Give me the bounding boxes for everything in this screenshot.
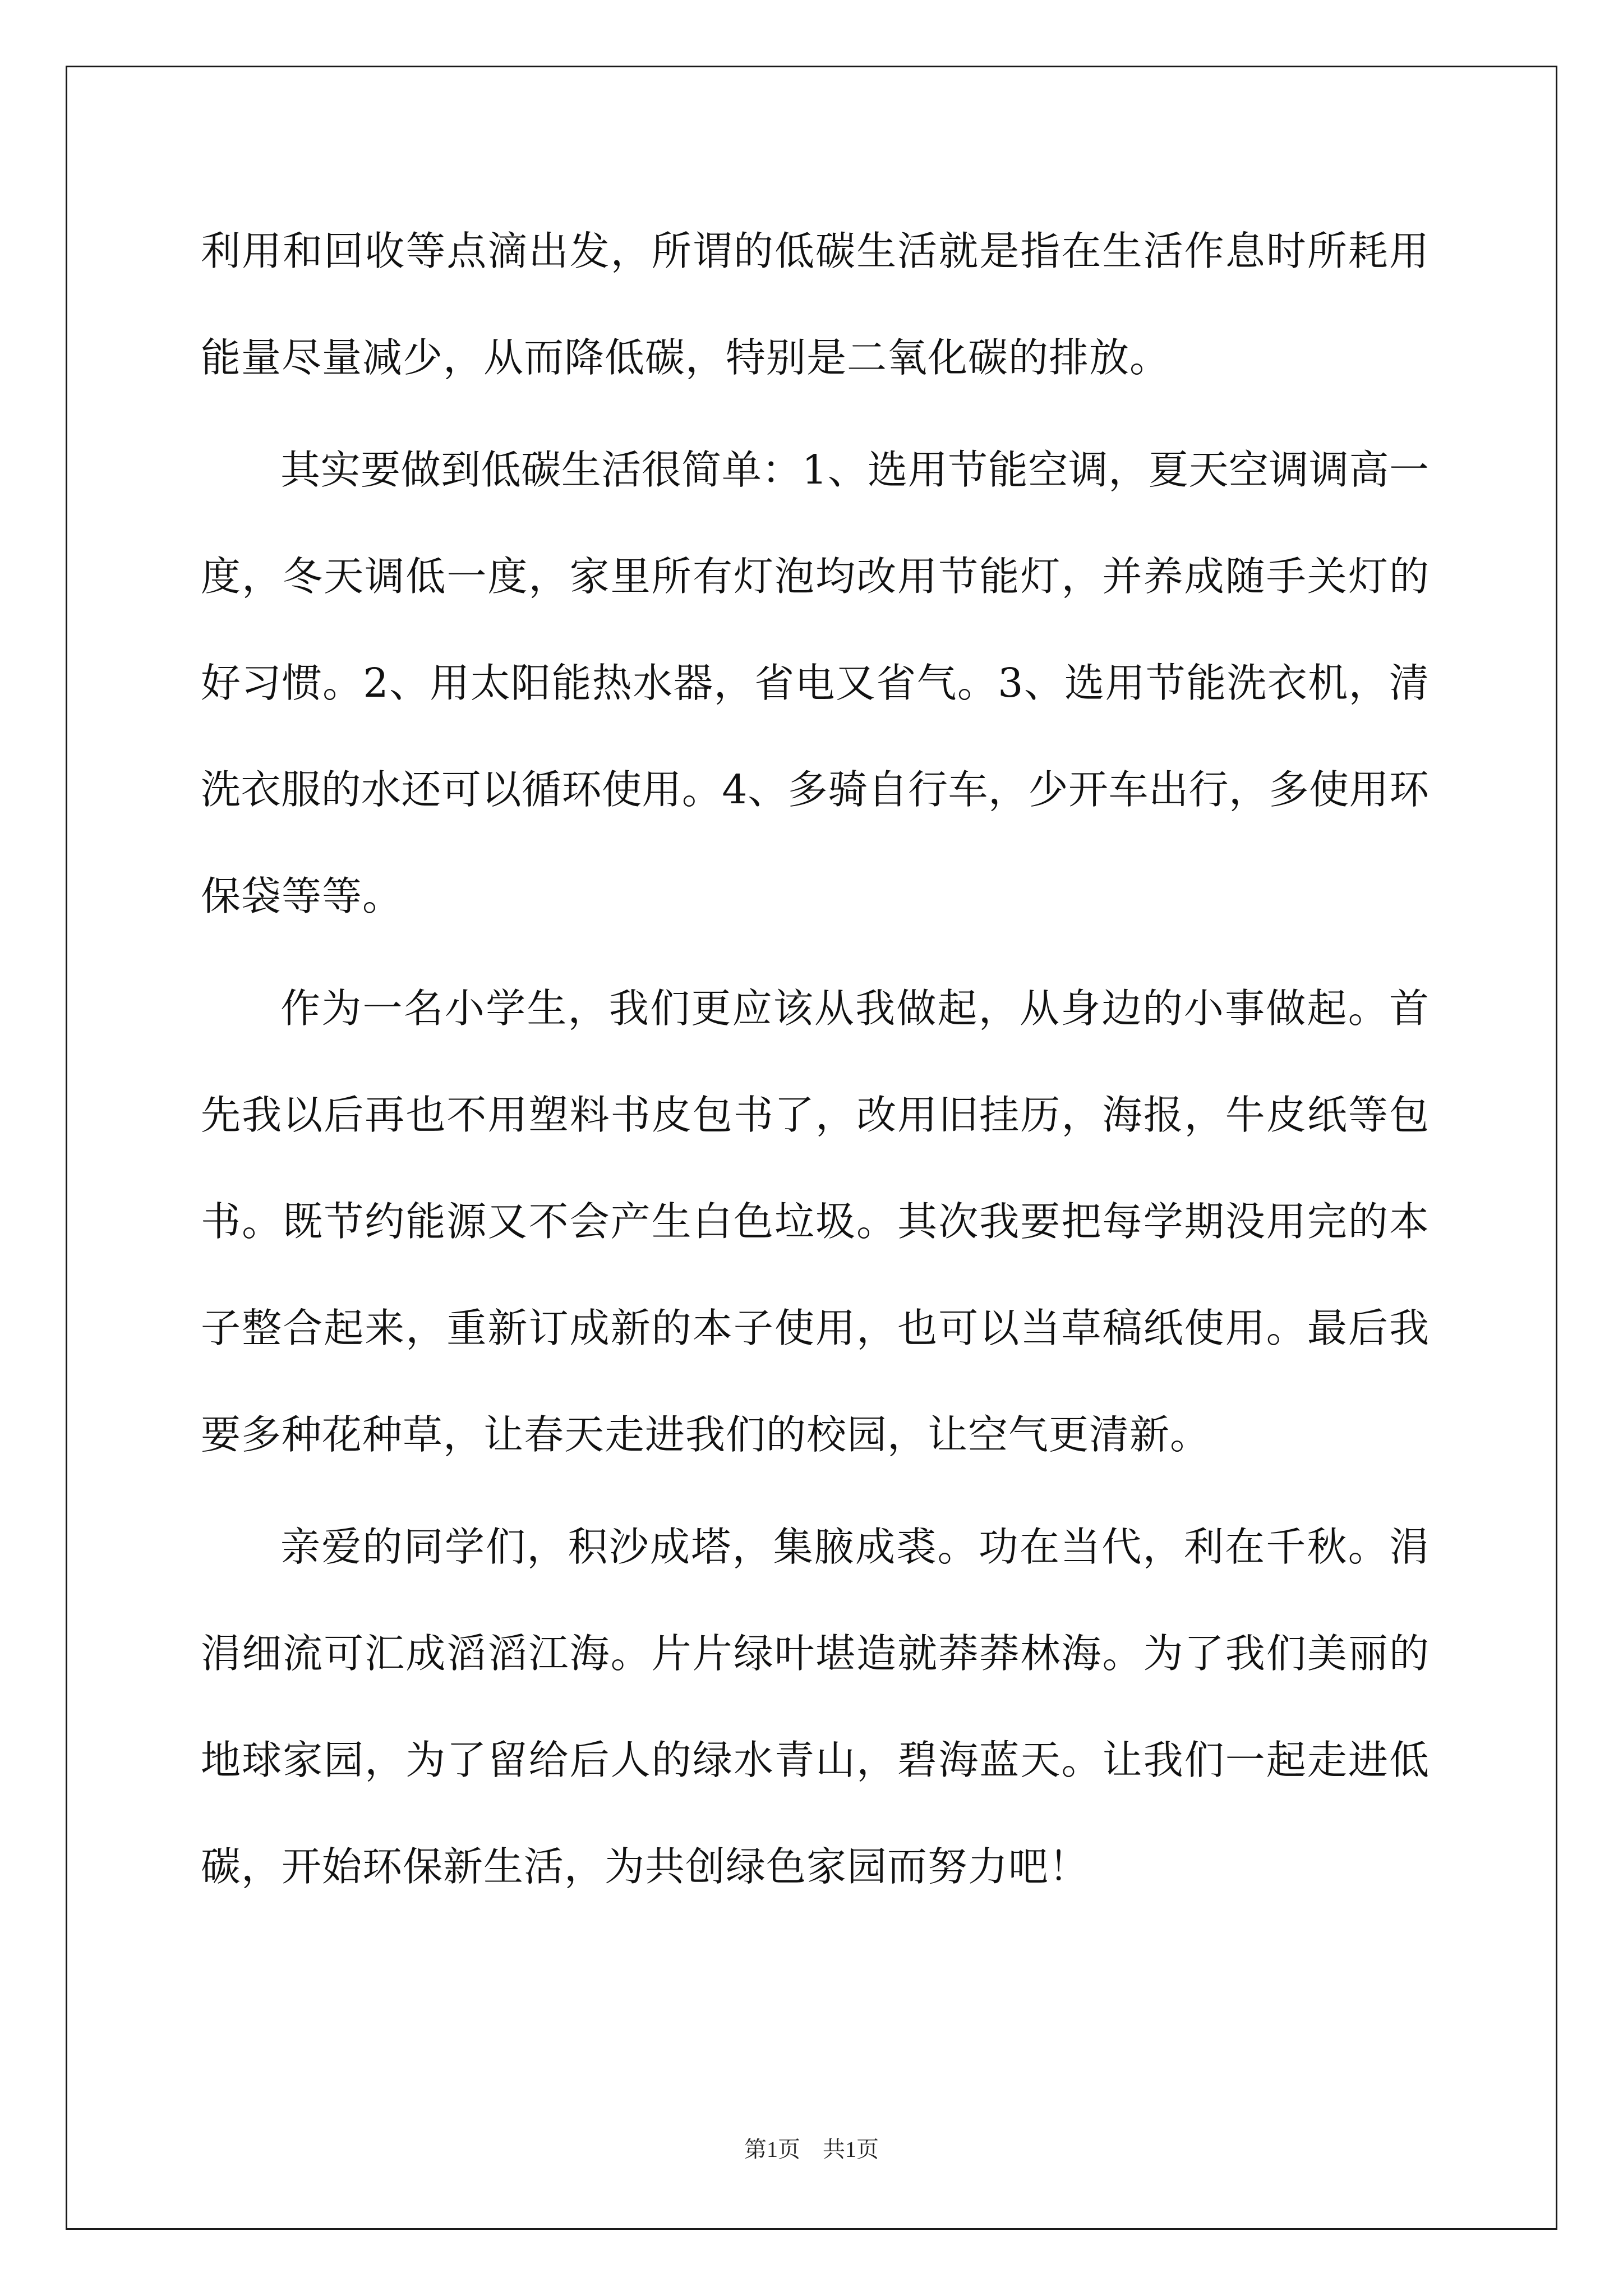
paragraph-1-line-2: 能量尽量减少，从而降低碳，特别是二氧化碳的排放。: [201, 334, 1170, 381]
page-footer: 第1页 共1页: [744, 2137, 879, 2162]
paragraph-1-line-1: 利用和回收等点滴出发，所谓的低碳生活就是指在生活作息时所耗用: [201, 228, 1429, 274]
page-border: [66, 66, 1557, 2230]
paragraph-3-line-3: 书。既节约能源又不会产生白色垃圾。其次我要把每学期没用完的本: [201, 1198, 1429, 1245]
paragraph-2-line-5: 保袋等等。: [201, 873, 403, 919]
paragraph-4-line-1: 亲爱的同学们，积沙成塔，集腋成裘。功在当代，利在千秋。涓: [280, 1524, 1429, 1570]
paragraph-3-line-5: 要多种花种草，让春天走进我们的校园，让空气更清新。: [201, 1411, 1211, 1458]
paragraph-4-line-4: 碳，开始环保新生活，为共创绿色家园而努力吧！: [201, 1843, 1090, 1890]
paragraph-4-line-3: 地球家园，为了留给后人的绿水青山，碧海蓝天。让我们一起走进低: [201, 1737, 1429, 1783]
paragraph-3-line-4: 子整合起来，重新订成新的本子使用，也可以当草稿纸使用。最后我: [201, 1305, 1429, 1351]
paragraph-2-line-3: 好习惯。2、用太阳能热水器，省电又省气。3、选用节能洗衣机，清: [201, 660, 1429, 706]
paragraph-4-line-2: 涓细流可汇成滔滔江海。片片绿叶堪造就莽莽林海。为了我们美丽的: [201, 1630, 1429, 1677]
paragraph-2-line-4: 洗衣服的水还可以循环使用。4、多骑自行车，少开车出行，多使用环: [201, 766, 1429, 813]
paragraph-2-line-1: 其实要做到低碳生活很简单：1、选用节能空调，夏天空调调高一: [280, 447, 1429, 493]
paragraph-3-line-1: 作为一名小学生，我们更应该从我做起，从身边的小事做起。首: [280, 985, 1429, 1032]
paragraph-2-line-2: 度，冬天调低一度，家里所有灯泡均改用节能灯，并养成随手关灯的: [201, 553, 1429, 600]
paragraph-3-line-2: 先我以后再也不用塑料书皮包书了，改用旧挂历，海报，牛皮纸等包: [201, 1092, 1429, 1138]
